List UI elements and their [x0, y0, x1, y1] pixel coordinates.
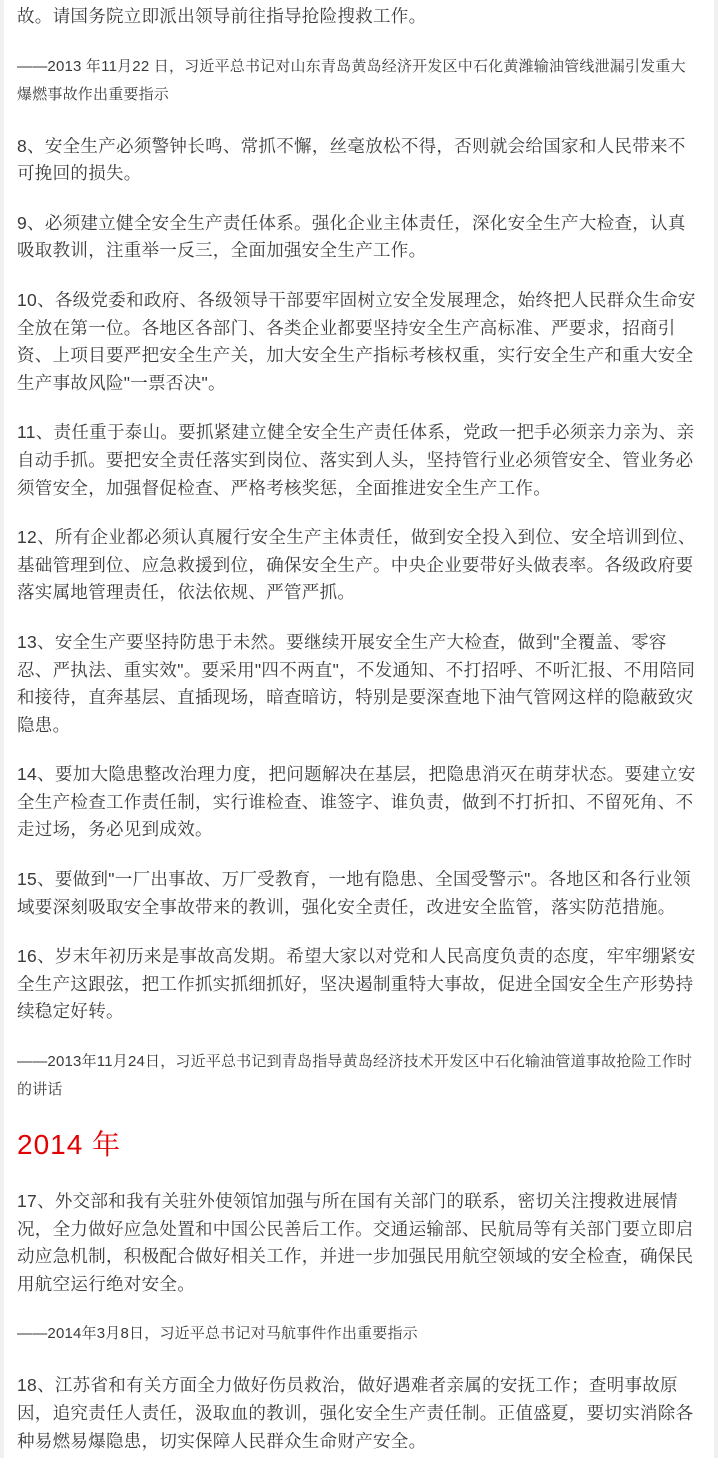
- body-paragraph: 16、岁末年初历来是事故高发期。希望大家以对党和人民高度负责的态度，牢牢绷紧安全生产这跟弦，把工作抓实抓细抓好，坚决遏制重特大事故，促进全国安全生产形势持续稳定好转。: [17, 946, 696, 1022]
- citation-line: ——2013 年11月22 日，习近平总书记对山东青岛黄岛经济开发区中石化黄潍输油管线泄漏引发重大爆燃事故作出重要指示: [17, 57, 686, 103]
- citation-line: ——2013年11月24日，习近平总书记到青岛指导黄岛经济技术开发区中石化输油管道事故抢险工作时的讲话: [17, 1053, 693, 1099]
- right-page-edge: [714, 0, 718, 1458]
- body-paragraph: 故。请国务院立即派出领导前往指导抢险搜救工作。: [17, 6, 427, 26]
- body-paragraph: 15、要做到"一厂出事故、万厂受教育，一地有隐患、全国受警示"。各地区和各行业领域要深刻吸取安全事故带来的教训，强化安全责任，改进安全监管，落实防范措施。: [17, 869, 691, 917]
- body-paragraph: 18、江苏省和有关方面全力做好伤员救治，做好遇难者亲属的安抚工作；查明事故原因，追究责任人责任，汲取血的教训，强化安全生产责任制。正值盛夏，要切实消除各种易燃易爆隐患，切实保障人民群众生命财产安全。: [17, 1375, 694, 1451]
- left-page-edge: [0, 0, 4, 1458]
- body-paragraph: 8、安全生产必须警钟长鸣、常抓不懈，丝毫放松不得，否则就会给国家和人民带来不可挽回的损失。: [17, 135, 686, 184]
- body-paragraph: 14、要加大隐患整改治理力度，把问题解决在基层，把隐患消灭在萌芽状态。要建立安全生产检查工作责任制，实行谁检查、谁签字、谁负责，做到不打折扣、不留死角、不走过场，务必见到成效。: [17, 764, 696, 840]
- body-paragraph: 9、必须建立健全安全生产责任体系。强化企业主体责任，深化安全生产大检查，认真吸取教训，注重举一反三，全面加强安全生产工作。: [17, 212, 686, 261]
- body-paragraph: 13、安全生产要坚持防患于未然。要继续开展安全生产大检查，做到"全覆盖、零容忍、严执法、重实效"。要采用"四不两直"，不发通知、不打招呼、不听汇报、不用陪同和接待，直奔基层、直插现场，暗查暗访，特别是要深查地下油气管网这样的隐蔽致灾隐患。: [17, 631, 696, 735]
- citation-line: ——2014年3月8日，习近平总书记对马航事件作出重要指示: [17, 1325, 418, 1343]
- body-paragraph: 10、各级党委和政府、各级领导干部要牢固树立安全发展理念，始终把人民群众生命安全放在第一位。各地区各部门、各类企业都要坚持安全生产高标准、严要求，招商引资、上项目要严把安全生产关，加大安全生产指标考核权重，实行安全生产和重大安全生产事故风险"一票否决"。: [17, 289, 696, 393]
- body-paragraph: 12、所有企业都必须认真履行安全生产主体责任，做到安全投入到位、安全培训到位、基础管理到位、应急救援到位，确保安全生产。中央企业要带好头做表率。各级政府要落实属地管理责任，依法依规、严管严抓。: [17, 527, 696, 603]
- year-heading: 2014 年: [17, 1129, 122, 1161]
- body-paragraph: 17、外交部和我有关驻外使领馆加强与所在国有关部门的联系，密切关注搜救进展情况，全力做好应急处置和中国公民善后工作。交通运输部、民航局等有关部门要立即启动应急机制，积极配合做好相关工作，并进一步加强民用航空领域的安全检查，确保民用航空运行绝对安全。: [17, 1191, 694, 1294]
- body-paragraph: 11、责任重于泰山。要抓紧建立健全安全生产责任体系，党政一把手必须亲力亲为、亲自动手抓。要把安全责任落实到岗位、落实到人头，坚持管行业必须管安全、管业务必须管安全，加强督促检查、严格考核奖惩，全面推进安全生产工作。: [17, 422, 695, 498]
